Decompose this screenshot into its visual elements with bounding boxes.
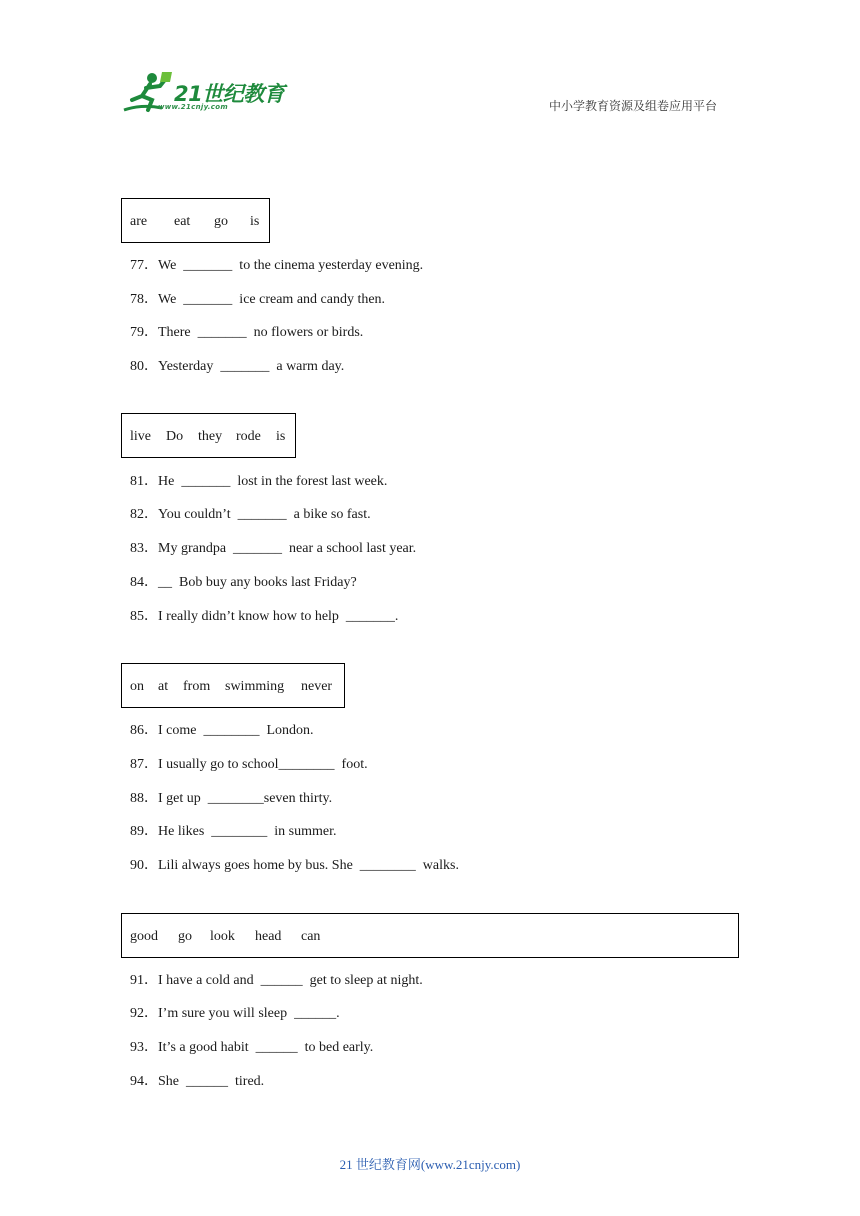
word-bank-box <box>121 198 270 243</box>
question-82: 82．You couldn’t _______ a bike so fast. <box>130 507 371 522</box>
question-94: 94．She ______ tired. <box>130 1074 265 1089</box>
word-bank-item: they <box>198 429 223 444</box>
word-bank-item: head <box>255 929 282 944</box>
word-bank-item: Do <box>166 429 184 444</box>
logo-url: www.21cnjy.com <box>158 103 228 111</box>
word-bank-box <box>121 413 296 458</box>
word-bank-box <box>121 913 739 958</box>
question-93: 93．It’s a good habit ______ to bed early. <box>130 1040 374 1055</box>
word-bank-item: is <box>250 214 260 229</box>
question-83: 83．My grandpa _______ near a school last year. <box>130 541 417 556</box>
question-81: 81．He _______ lost in the forest last week. <box>130 474 388 489</box>
word-bank-item: never <box>301 679 333 694</box>
question-88: 88．I get up ________seven thirty. <box>130 791 333 806</box>
word-bank-item: eat <box>174 214 191 229</box>
word-bank-item: is <box>276 429 286 444</box>
question-91: 91．I have a cold and ______ get to sleep at night. <box>130 973 423 988</box>
site-logo <box>122 70 292 116</box>
question-79: 79．There _______ no flowers or birds. <box>130 325 364 340</box>
word-bank-item: look <box>210 929 235 944</box>
question-78: 78．We _______ ice cream and candy then. <box>130 292 386 307</box>
question-86: 86．I come ________ London. <box>130 723 314 738</box>
question-80: 80．Yesterday _______ a warm day. <box>130 359 345 374</box>
word-bank-item: live <box>130 429 151 444</box>
question-77: 77．We _______ to the cinema yesterday evening. <box>130 258 424 273</box>
word-bank-box <box>121 663 345 708</box>
word-bank-item: are <box>130 214 148 229</box>
word-bank-item: go <box>214 214 228 229</box>
word-bank-item: from <box>183 679 211 694</box>
question-84: 84．__ Bob buy any books last Friday? <box>130 575 357 590</box>
word-bank-item: at <box>158 679 169 694</box>
question-90: 90．Lili always goes home by bus. She ________ walks. <box>130 858 459 873</box>
question-85: 85．I really didn’t know how to help _______. <box>130 609 399 624</box>
question-89: 89．He likes ________ in summer. <box>130 824 337 839</box>
word-bank-item: go <box>178 929 192 944</box>
word-bank-item: good <box>130 929 158 944</box>
header-tagline: 中小学教育资源及组卷应用平台 <box>549 99 718 113</box>
question-92: 92．I’m sure you will sleep ______. <box>130 1006 340 1021</box>
word-bank-item: on <box>130 679 144 694</box>
word-bank-item: can <box>301 929 321 944</box>
logo-text: 21世纪教育 <box>174 82 285 106</box>
word-bank-item: swimming <box>225 679 285 694</box>
footer-link[interactable]: 21 世纪教育网(www.21cnjy.com) <box>339 1157 521 1172</box>
question-87: 87．I usually go to school________ foot. <box>130 757 368 772</box>
word-bank-item: rode <box>236 429 261 444</box>
